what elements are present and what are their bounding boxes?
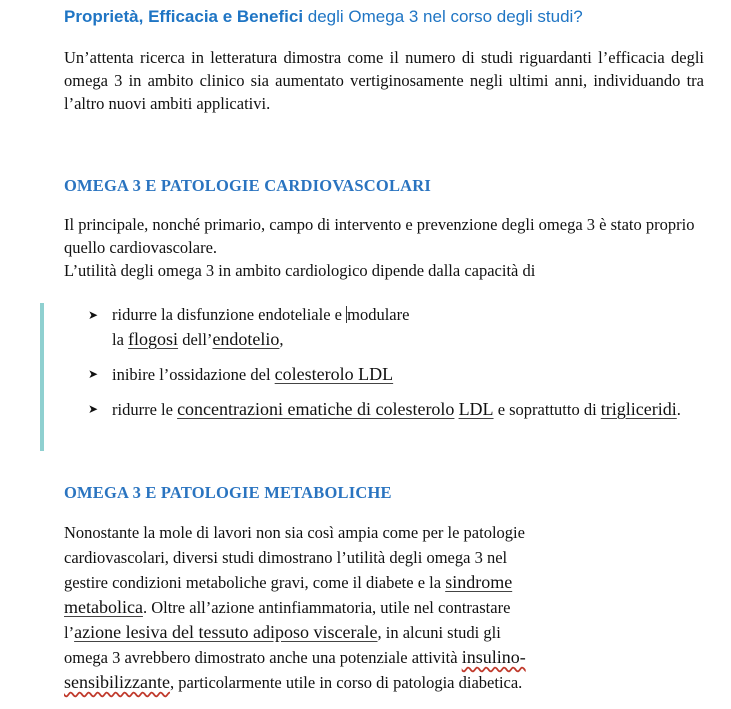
link-azione-lesiva[interactable]: azione lesiva del tessuto adiposo viscerale — [74, 622, 378, 642]
intro-paragraph: Un’attenta ricerca in letteratura dimostra come il numero di studi riguardanti l’efficacia degli omega 3 in ambito clinico sia aumentato vertiginosamente negli ultimi anni, individuando tra l’altro nuovi ambiti applicativi. — [64, 48, 704, 113]
link-insulino-sensibilizzante[interactable]: sensibilizzante — [64, 672, 170, 692]
paragraph-line — [64, 620, 704, 645]
link-trigliceridi[interactable]: trigliceridi — [600, 399, 677, 419]
paragraph-line — [64, 595, 704, 620]
list-item-text: modulare — [347, 305, 410, 324]
paragraph-text: , in alcuni studi gli — [377, 623, 501, 642]
list-item-text: . — [676, 400, 681, 419]
paragraph-text: . Oltre all’azione antinfiammatoria, utile nel contrastare — [142, 598, 511, 617]
list-item-text: ridurre la disfunzione endoteliale e — [112, 305, 347, 324]
list-item-text: inibire l’ossidazione del — [112, 365, 275, 384]
paragraph-text: , particolarmente utile in corso di patologia diabetica. — [169, 673, 523, 692]
metabolic-paragraph — [64, 520, 704, 695]
heading-bold: Proprietà, Efficacia e Benefici — [64, 7, 304, 26]
list-item-text: la — [112, 330, 129, 349]
paragraph-text: l’ — [64, 623, 75, 642]
link-sindrome-metabolica[interactable]: sindrome — [445, 572, 513, 592]
paragraph-line — [64, 670, 704, 695]
list-item — [88, 397, 688, 422]
chevron-right-icon: ➤ — [88, 367, 99, 381]
link-sindrome-metabolica[interactable]: metabolica — [64, 597, 143, 617]
paragraph-text: omega 3 avrebbero dimostrato anche una potenziale attività — [64, 648, 462, 667]
section-title-metabolic: OMEGA 3 E PATOLOGIE METABOLICHE — [64, 483, 392, 502]
list-item-text: ridurre le — [112, 400, 178, 419]
paragraph-line — [64, 645, 704, 670]
link-concentrazioni[interactable]: concentrazioni ematiche di colesterolo — [177, 399, 455, 419]
list-item-text: , — [279, 330, 284, 349]
cardio-paragraph-1: Il principale, nonché primario, campo di intervento e prevenzione degli omega 3 è stato proprio quello cardiovascolare. — [64, 215, 695, 257]
page-heading — [64, 7, 583, 27]
link-colesterolo-ldl[interactable]: colesterolo LDL — [274, 364, 394, 384]
list-item — [88, 303, 688, 351]
link-ldl[interactable]: LDL — [458, 399, 494, 419]
paragraph-text: gestire condizioni metaboliche gravi, come il diabete e la — [64, 573, 446, 592]
benefits-list — [88, 303, 688, 422]
list-item-text: dell’ — [178, 330, 213, 349]
section-title-cardiovascular: OMEGA 3 E PATOLOGIE CARDIOVASCOLARI — [64, 176, 432, 195]
chevron-right-icon: ➤ — [88, 402, 99, 416]
paragraph-line — [64, 570, 704, 595]
link-flogosi[interactable]: flogosi — [128, 329, 179, 349]
list-item-text: e soprattutto di — [493, 400, 601, 419]
paragraph-line: cardiovascolari, diversi studi dimostrano l’utilità degli omega 3 nel — [64, 548, 508, 567]
paragraph-line: Nonostante la mole di lavori non sia così ampia come per le patologie — [64, 523, 525, 542]
heading-rest: degli Omega 3 nel corso degli studi? — [303, 7, 583, 26]
cardio-paragraph-2: L’utilità degli omega 3 in ambito cardiologico dipende dalla capacità di — [64, 261, 536, 280]
chevron-right-icon: ➤ — [88, 308, 99, 322]
link-insulino-sensibilizzante[interactable]: insulino- — [461, 647, 526, 667]
cardio-paragraph — [64, 213, 704, 282]
link-endotelio[interactable]: endotelio — [212, 329, 280, 349]
quote-bar — [40, 303, 44, 451]
list-item — [88, 362, 688, 387]
